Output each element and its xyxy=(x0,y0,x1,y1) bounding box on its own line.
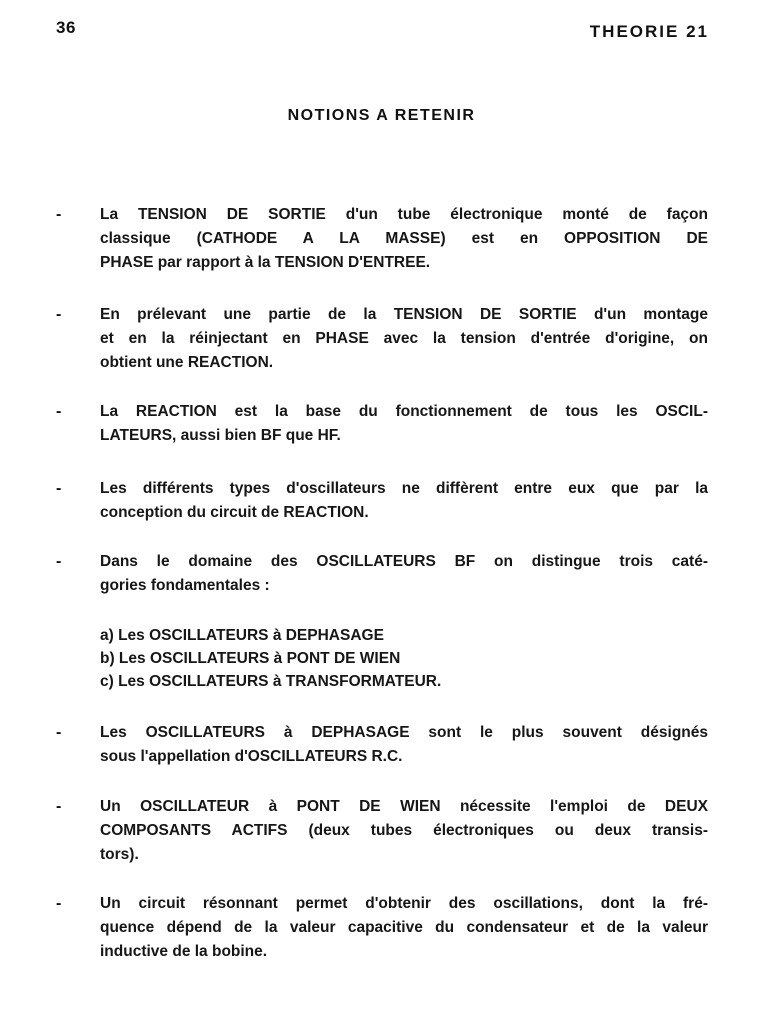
list-item xyxy=(100,550,708,598)
text-line: Dans le domaine des OSCILLATEURS BF on distingue trois caté- xyxy=(100,553,708,570)
text-line: COMPOSANTS ACTIFS (deux tubes électroniques ou deux transis- xyxy=(100,822,708,839)
text-line: Un circuit résonnant permet d'obtenir des oscillations, dont la fré- xyxy=(100,895,708,912)
text-line: La REACTION est la base du fonctionnement de tous les OSCIL- xyxy=(100,403,708,420)
section-title: NOTIONS A RETENIR xyxy=(287,107,476,124)
list-item xyxy=(100,400,708,448)
text-line: LATEURS, aussi bien BF que HF. xyxy=(100,427,341,444)
oscillator-categories-list xyxy=(100,624,441,693)
text-line: et en la réinjectant en PHASE avec la tension d'entrée d'origine, on xyxy=(100,330,708,347)
text-line: gories fondamentales : xyxy=(100,577,270,594)
bullet-dash: - xyxy=(56,798,62,815)
text-line: Un OSCILLATEUR à PONT DE WIEN nécessite l'emploi de DEUX xyxy=(100,798,708,815)
text-line: En prélevant une partie de la TENSION DE SORTIE d'un montage xyxy=(100,306,708,323)
text-line: Les OSCILLATEURS à DEPHASAGE sont le plus souvent désignés xyxy=(100,724,708,741)
text-line: conception du circuit de REACTION. xyxy=(100,504,369,521)
bullet-dash: - xyxy=(56,206,62,223)
bullet-dash: - xyxy=(56,403,62,420)
sublist-item-b: b) Les OSCILLATEURS à PONT DE WIEN xyxy=(100,650,401,667)
sublist-item-a: a) Les OSCILLATEURS à DEPHASAGE xyxy=(100,627,384,644)
page-number: 36 xyxy=(56,18,76,37)
list-item xyxy=(100,477,708,525)
bullet-dash: - xyxy=(56,895,62,912)
text-line: Les différents types d'oscillateurs ne diffèrent entre eux que par la xyxy=(100,480,708,497)
text-line: PHASE par rapport à la TENSION D'ENTREE. xyxy=(100,254,431,271)
running-head: THEORIE 21 xyxy=(589,22,709,41)
sublist-item-c: c) Les OSCILLATEURS à TRANSFORMATEUR. xyxy=(100,673,442,690)
text-line: obtient une REACTION. xyxy=(100,354,274,371)
list-item xyxy=(100,303,708,375)
text-line: inductive de la bobine. xyxy=(100,943,268,960)
text-line: tors). xyxy=(100,846,139,863)
list-item xyxy=(100,795,708,867)
text-line: La TENSION DE SORTIE d'un tube électronique monté de façon xyxy=(100,206,708,223)
bullet-dash: - xyxy=(56,724,62,741)
text-line: quence dépend de la valeur capacitive du condensateur et de la valeur xyxy=(100,919,708,936)
bullet-dash: - xyxy=(56,306,62,323)
text-line: classique (CATHODE A LA MASSE) est en OPPOSITION DE xyxy=(100,230,708,247)
list-item xyxy=(100,721,708,769)
bullet-dash: - xyxy=(56,480,62,497)
list-item xyxy=(100,892,708,964)
text-line: sous l'appellation d'OSCILLATEURS R.C. xyxy=(100,748,403,765)
list-item xyxy=(100,203,708,275)
bullet-dash: - xyxy=(56,553,62,570)
